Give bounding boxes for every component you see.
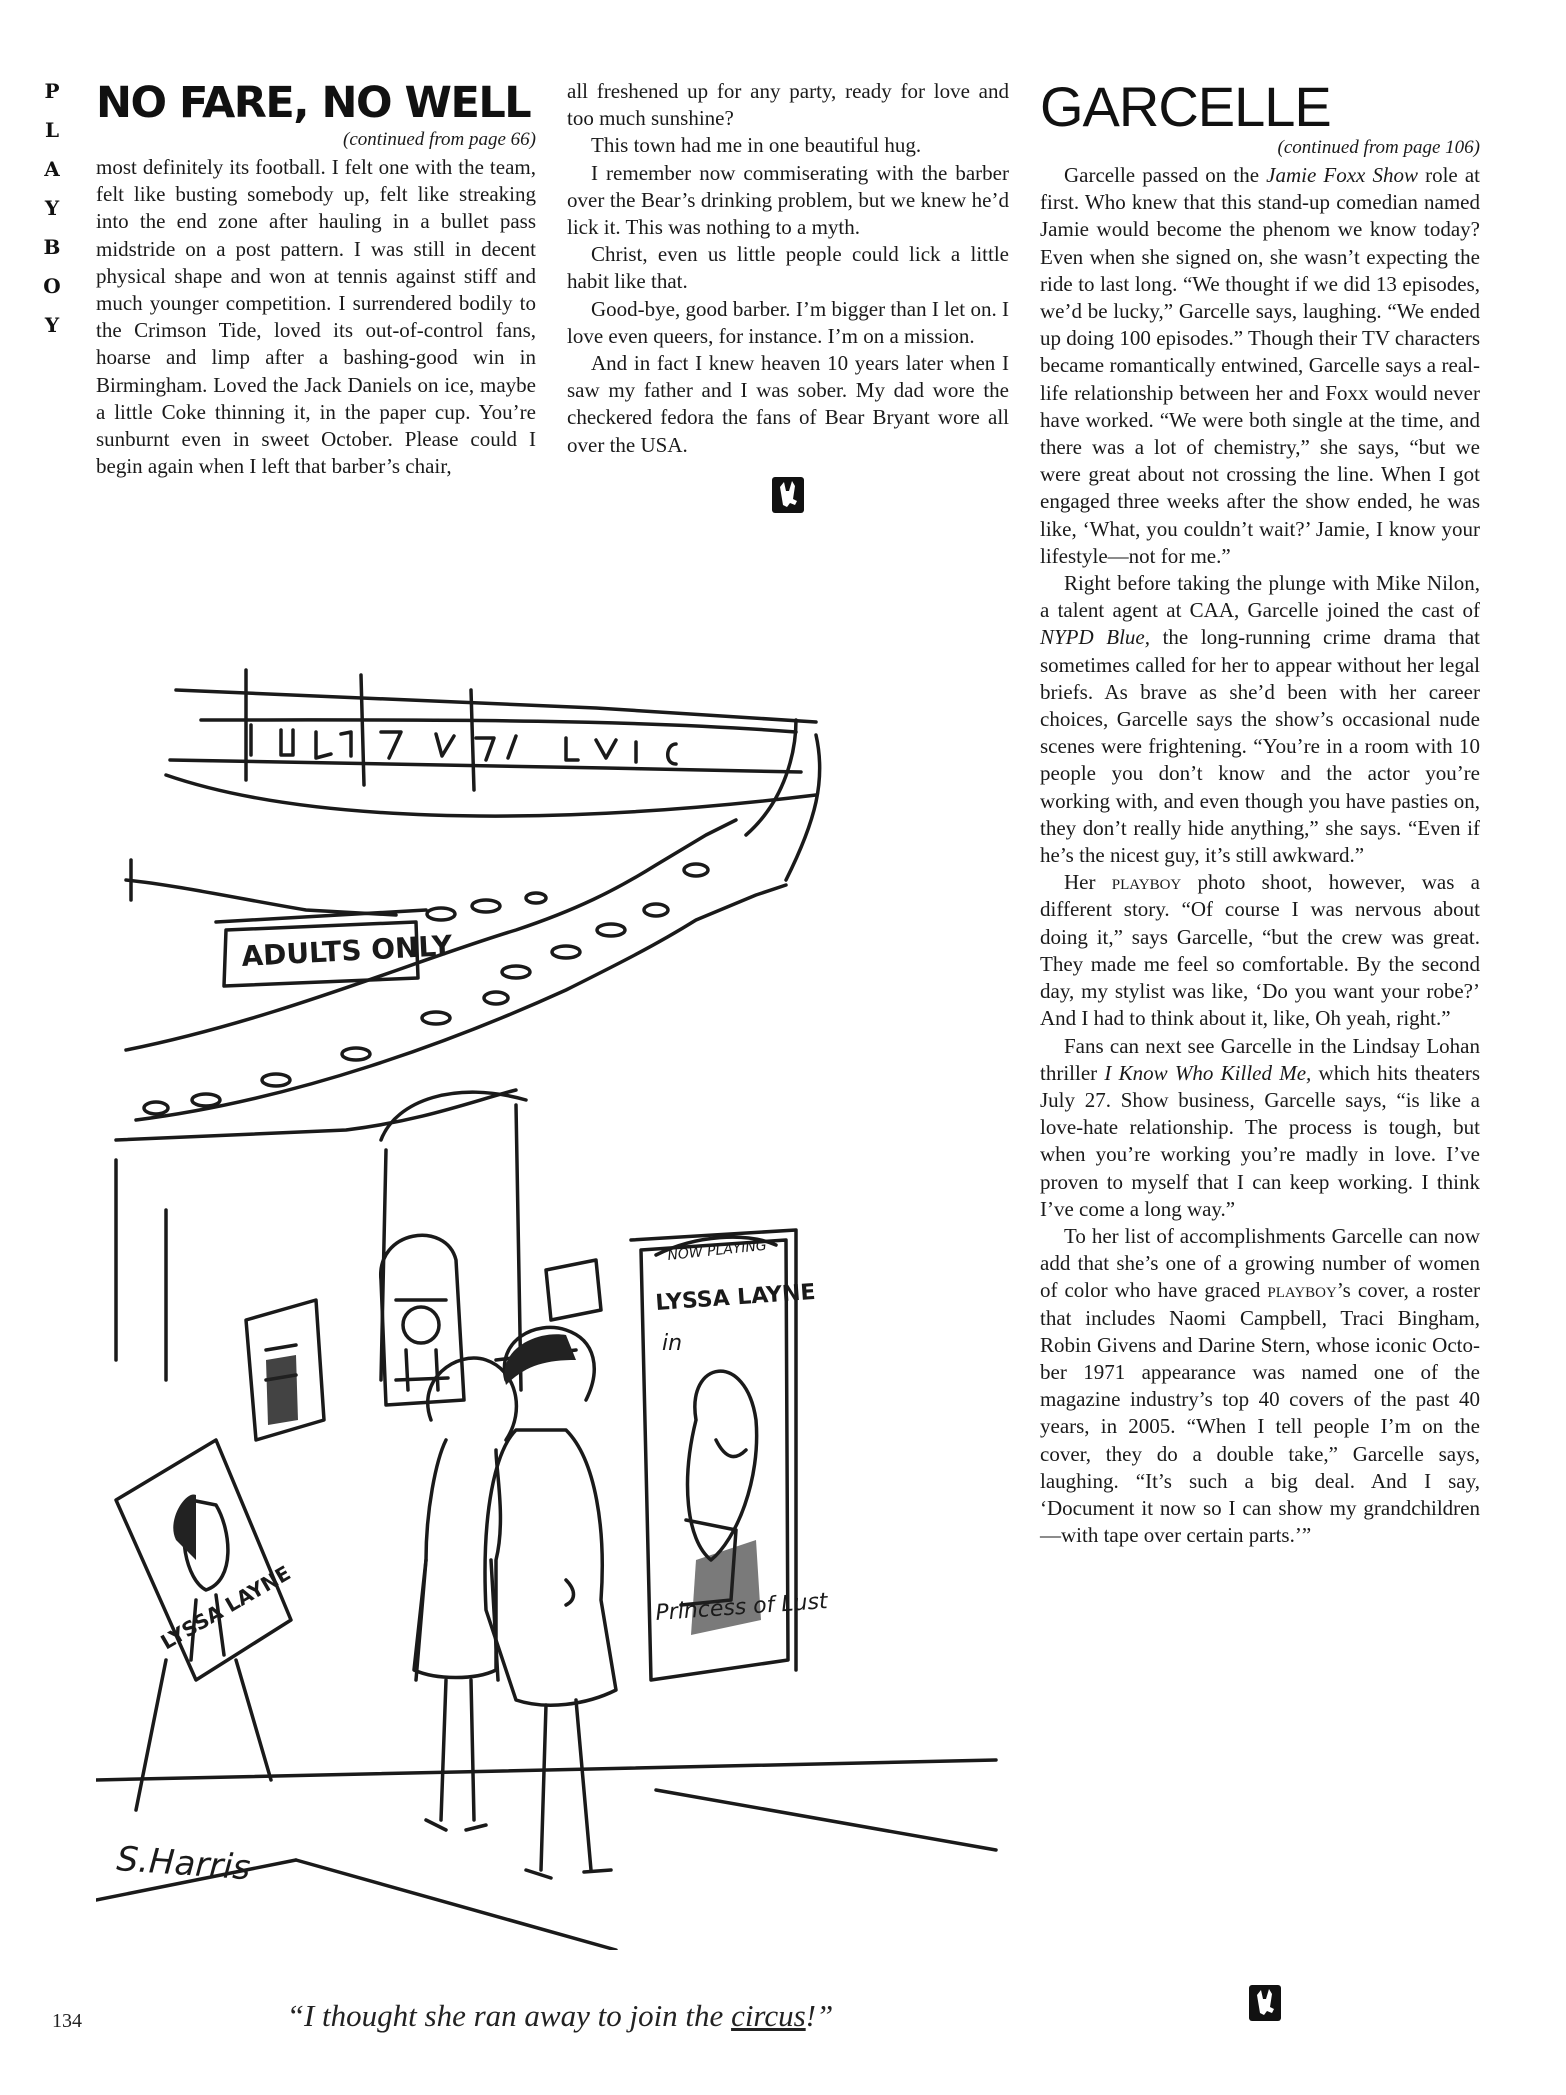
article-body — [1040, 162, 1480, 1549]
continued-note: (continued from page 106) — [1277, 137, 1480, 158]
paragraph: This town had me in one beautiful hug. — [591, 133, 922, 158]
paragraph: And in fact I knew heaven 10 years later when I saw my father and I was sober. My dad wore the checkered fedora the fans of Bear Bryant wore all over the USA. — [567, 351, 1009, 457]
side-title-letter: O — [43, 274, 61, 298]
article-headline: NO FARE, NO WELL — [96, 78, 531, 128]
paragraph: Christ, even us little people could lick a little habit like that. — [567, 242, 1009, 294]
cartoon-sign-adults-only: ADULTS ONLY — [240, 928, 453, 973]
continued-note: (continued from page 66) — [343, 129, 536, 150]
side-title-letter: Y — [44, 196, 60, 220]
cartoon-caption: “I thought she ran away to join the circus!” — [286, 1998, 834, 2033]
cartoonist-signature: S.Harris — [115, 1839, 252, 1889]
cartoon-poster-heading: NOW PLAYING — [666, 1237, 768, 1264]
article-headline-garcelle: GARCELLE — [1040, 75, 1331, 138]
side-title-letter: B — [43, 235, 61, 259]
article-body-continued — [567, 78, 1009, 459]
side-title-letter: P — [44, 79, 60, 103]
side-title-letter: A — [44, 157, 60, 181]
cartoon-poster-film: Princess of Lust — [654, 1589, 829, 1626]
paragraph: Garcelle passed on the Jamie Foxx Show role at first. Who knew that this stand-up comedian named Jamie would become the phenom we know today? Even when she signed on, she wasn’t expecting the ride to last long. “We thought if we did 13 episodes, we’d be lucky,” Garcelle says, laughing. “We ended up doing 100 episodes.” Though their TV characters became romantically entwined, Garcelle says a real-life relationship between her and Foxx would never have worked. “We were both single at the time, and there was a lot of chemistry,” she says, “but we were great about not crossing the line. When I got engaged three weeks after the show ended, he was like, ‘What, you couldn’t wait?’ Jamie, I know your lifestyle—not for me.” — [1040, 163, 1480, 568]
paragraph: Fans can next see Garcelle in the Lindsay Lohan thriller I Know Who Killed Me, which hits theaters July 27. Show business, Garcelle says, “is like a love-hate relationship. The process is tough, but when you’re working you’re madly in love. I’ve proven to myself that I can keep working. I think I’ve come a long way.” — [1040, 1033, 1480, 1221]
rabbit-head-icon — [1249, 1985, 1281, 2021]
article-column-3 — [1040, 75, 1481, 1549]
article-body — [96, 154, 536, 480]
article-column-1 — [96, 78, 536, 480]
cartoon-illustration — [96, 660, 1011, 1950]
paragraph: most definitely its football. I felt one with the team, felt like busting somebody up, felt like streaking into the end zone after hauling in a bullet pass midstride on a post pattern. I was still in decent physical shape and won at tennis against stiff and much younger competition. I surrendered bodily to the Crimson Tide, loved its out-of-control fans, hoarse and limp after a bashing-good win in Birmingham. Loved the Jack Daniels on ice, maybe a little Coke thinning it, in the paper cup. You’re sunburnt even in sweet October. Please could I begin again when I left that barber’s chair, — [96, 155, 536, 479]
paragraph: Her playboy photo shoot, however, was a different story. “Of course I was nervous about doing it,” says Garcelle, “but the crew was great. They made me feel so comfortable. By the second day, my stylist was like, ‘Do you want your robe?’ And I had to think about it, like, Oh yeah, right.” — [1040, 870, 1481, 1031]
cartoon-easel-name: LYSSA LAYNE — [156, 1560, 295, 1655]
paragraph: Good-bye, good barber. I’m bigger than I let on. I love even queers, for instance. I’m on a mission. — [567, 296, 1009, 348]
magazine-side-title — [38, 72, 66, 345]
paragraph: To her list of accomplishments Garcelle can now add that she’s one of a growing number of women of color who have graced playboy’s cover, a roster that includes Naomi Campbell, Traci Bingham, Robin Givens and Darine Stern, whose iconic October 1971 appearance was named one of the magazine industry’s top 40 covers of the past 40 years, in 2005. “When I tell people I’m on the cover, they do a double take,” Garcelle says, laughing. “It’s such a big deal. And I say, ‘Document it now so I can show my grandchildren—with tape over certain parts.’” — [1040, 1223, 1481, 1548]
paragraph: all freshened up for any party, ready for love and too much sunshine? — [567, 79, 1009, 131]
cartoon-poster-in: in — [662, 1331, 683, 1356]
side-title-letter: Y — [44, 313, 60, 337]
paragraph: Right before taking the plunge with Mike Nilon, a talent agent at CAA, Garcelle joined the cast of NYPD Blue, the long-running crime drama that sometimes called for her to appear without her legal briefs. As brave as she’d been with her career choices, Garcelle says the show’s occasional nude scenes were frightening. “You’re in a room with 10 people you don’t know and the actor you’re working with, and even though you have pasties on, they don’t really hide anything,” she says. “Even if he’s the nicest guy, it’s still awkward.” — [1040, 571, 1480, 868]
paragraph: I remember now commiserating with the barber over the Bear’s drinking problem, but we knew he’d lick it. This was nothing to a myth. — [567, 160, 1009, 240]
side-title-letter: L — [44, 118, 60, 142]
rabbit-head-icon — [772, 477, 804, 513]
cartoon-poster-star: LYSSA LAYNE — [654, 1279, 817, 1316]
page-number: 134 — [52, 2010, 82, 2032]
article-column-2 — [567, 78, 1009, 513]
